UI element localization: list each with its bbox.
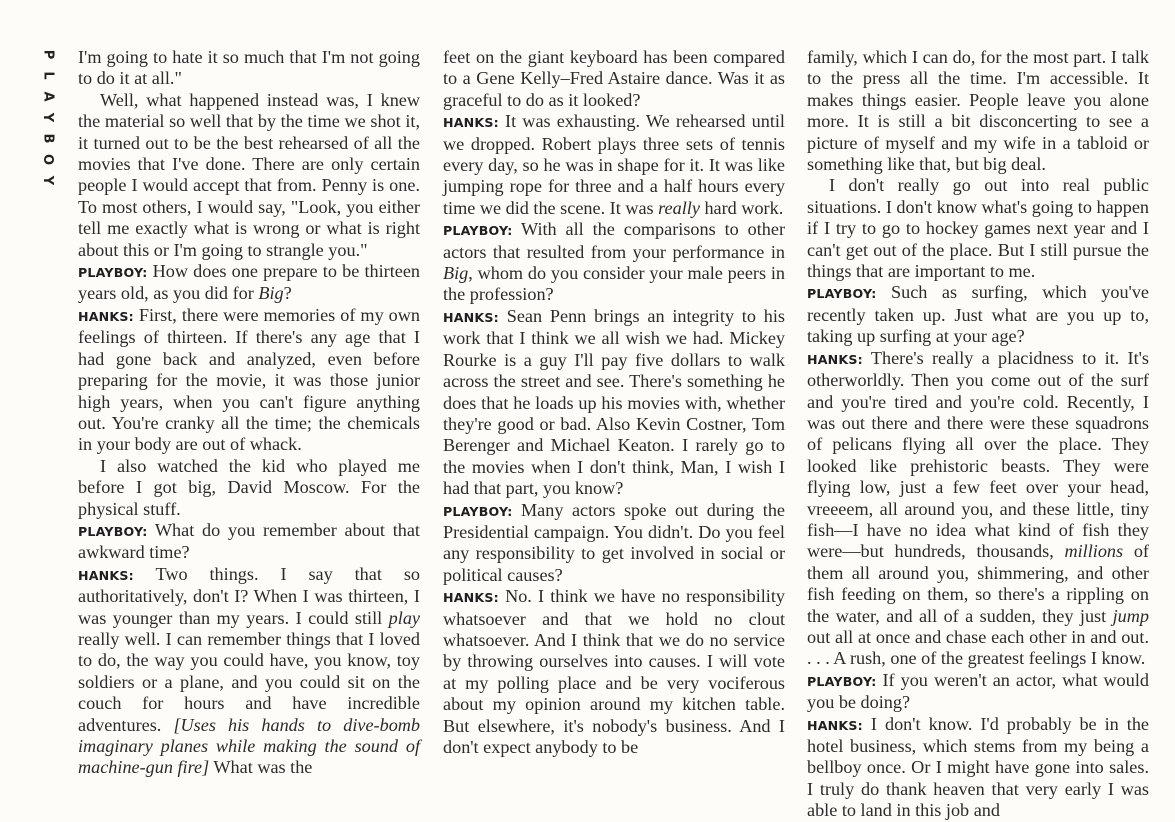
body-text: of them all around you, shimmering, and other fish feeding on them, so there's a rippling on the water, and all of a sudden, they just: [807, 541, 1149, 626]
body-text: Many actors spoke out during the Presidential campaign. You didn't. Do you feel any responsibility to get involved in social or political causes?: [443, 499, 785, 585]
paragraph: [443, 586, 785, 758]
body-text: What do you remember about that awkward time?: [78, 519, 420, 563]
text-column-3: [807, 47, 1149, 822]
paragraph: [78, 261, 420, 305]
italic-text: Big: [443, 263, 469, 284]
body-text: No. I think we have no responsibility whatsoever and that we hold no clout whatsoever. And I think that we do no service by throwing ourselves into causes. I will vote at my polling place and be very vociferous about my opinion around my kitchen table. But elsewhere, it's nobody's business. And I don't expect anybody to be: [443, 586, 785, 757]
body-text: If you weren't an actor, what would you be doing?: [807, 669, 1149, 713]
body-text: family, which I can do, for the most part. I talk to the press all the time. I'm accessible. It makes things easier. People leave you alone more. It is still a bit disconcerting to see a picture of myself and my wife in a tabloid or something like that, but big deal.: [807, 47, 1149, 175]
body-text: out all at once and chase each other in and out. . . . A rush, one of the greatest feelings I know.: [807, 626, 1149, 669]
magazine-letter: P: [40, 49, 56, 60]
paragraph: [807, 47, 1149, 175]
italic-text: play: [388, 607, 420, 628]
magazine-running-head: [14, 44, 74, 191]
body-text: There's really a placidness to it. It's otherworldly. Then you come out of the surf and you're tired and you're cold. Recently, I was out there and there were these squadrons of pelicans flying all over the place. They looked like prehistoric beasts. They were flying low, just a few feet over your head, vreeeem, all around you, and these little, tiny fish—I have no idea what kind of fish they were—but hundreds, thousands,: [807, 347, 1149, 562]
body-text: Such as surfing, which you've recently taken up. Just what are you up to, taking up surfing at your age?: [807, 282, 1149, 347]
body-text: Two things. I say that so authoritatively, don't I? When I was thirteen, I was younger than my years. I could still: [78, 563, 420, 628]
magazine-letter: B: [40, 133, 56, 144]
body-text: I don't know. I'd probably be in the hotel business, which stems from my being a bellboy once. Or I might have gone into sales. I truly do thank heaven that very early I was able to land in this job and: [807, 713, 1149, 821]
paragraph: [78, 90, 420, 261]
body-text: How does one prepare to be thirteen years old, as you did for: [78, 261, 420, 304]
speaker-label: HANKS:: [807, 717, 863, 733]
italic-text: really: [658, 197, 700, 218]
body-text: ?: [283, 283, 292, 304]
speaker-label: HANKS:: [443, 309, 499, 325]
body-text: With all the comparisons to other actors that resulted from your performance in: [443, 219, 785, 262]
paragraph: [78, 47, 420, 90]
paragraph: [443, 111, 785, 219]
body-text: feet on the giant keyboard has been compared to a Gene Kelly–Fred Astaire dance. Was it as graceful to do as it looked?: [443, 47, 785, 110]
speaker-label: HANKS:: [443, 590, 499, 606]
paragraph: [78, 456, 420, 520]
body-text: I don't really go out into real public situations. I don't know what's going to happen if I try to go to hockey games next year and I can't get out of the place. But I still pursue the things that are important to me.: [807, 175, 1149, 282]
paragraph: [78, 520, 420, 564]
paragraph: [807, 348, 1149, 670]
speaker-label: PLAYBOY:: [807, 286, 877, 302]
body-text: What was the: [209, 757, 313, 778]
paragraph: [443, 47, 785, 111]
body-text: , whom do you consider your male peers in the profession?: [443, 263, 785, 305]
magazine-letter: Y: [40, 112, 56, 123]
paragraph: [443, 219, 785, 306]
speaker-label: PLAYBOY:: [443, 223, 513, 239]
paragraph: [443, 306, 785, 500]
body-text: hard work.: [699, 197, 784, 218]
speaker-label: PLAYBOY:: [78, 523, 148, 539]
speaker-label: PLAYBOY:: [78, 265, 148, 281]
speaker-label: HANKS:: [78, 567, 134, 583]
italic-text: millions: [1064, 541, 1124, 562]
speaker-label: PLAYBOY:: [807, 673, 877, 689]
body-text: Well, what happened instead was, I knew the material so well that by the time we shot it, it turned out to be the best rehearsed of all the movies that I've done. There are only certain people I would accept that from. Penny is one. To most others, I would say, "Look, you either tell me exactly what is wrong or what is right about this or I'm going to strangle you.": [78, 89, 420, 260]
speaker-label: HANKS:: [807, 351, 863, 367]
body-text: It was exhausting. We rehearsed until we dropped. Robert plays three sets of tennis every day, so he was in shape for it. It was like jumping rope for three and a half hours every time we did the scene. It was: [443, 111, 785, 218]
paragraph: [443, 500, 785, 587]
speaker-label: HANKS:: [443, 115, 499, 131]
body-text: I'm going to hate it so much that I'm not going to do it at all.": [78, 47, 420, 89]
body-text: Sean Penn brings an integrity to his work that I think we all wish we had. Mickey Rourke is a guy I'll pay five dollars to walk across the street and see. There's something he does that he loads up his movies with, whether they're good or bad. Also Kevin Costner, Tom Berenger and Michael Keaton. I rarely go to the movies when I don't think, Man, I wish I had that part, you know?: [443, 305, 785, 499]
paragraph: [807, 714, 1149, 822]
text-column-1: [78, 47, 420, 779]
speaker-label: PLAYBOY:: [443, 503, 513, 519]
paragraph: [807, 670, 1149, 714]
paragraph: [78, 564, 420, 779]
magazine-letter: L: [40, 71, 56, 80]
text-column-2: [443, 47, 785, 758]
body-text: really well. I can remember things that I loved to do, the way you could have, you know, toy soldiers or a plane, and you could sit on the couch for hours and have incredible adventures.: [78, 628, 420, 735]
italic-text: Big: [258, 283, 284, 304]
italic-text: [Uses his hands to dive-bomb imaginary planes while making the sound of machine-gun fire]: [78, 714, 421, 778]
paragraph: [78, 305, 420, 456]
italic-text: jump: [1112, 605, 1149, 626]
paragraph: [807, 282, 1149, 347]
body-text: I also watched the kid who played me before I got big, David Moscow. For the physical stuff.: [78, 455, 420, 519]
magazine-letter: Y: [40, 175, 56, 186]
magazine-letter: A: [40, 91, 56, 102]
paragraph: [807, 175, 1149, 282]
magazine-letter: O: [40, 153, 56, 166]
speaker-label: HANKS:: [78, 308, 134, 324]
body-text: First, there were memories of my own feelings of thirteen. If there's any age that I had gone back and analyzed, even before preparing for the movie, it was those junior high years, when you can't figure anything out. You're cranky all the time; the chemicals in your body are out of whack.: [78, 304, 420, 455]
